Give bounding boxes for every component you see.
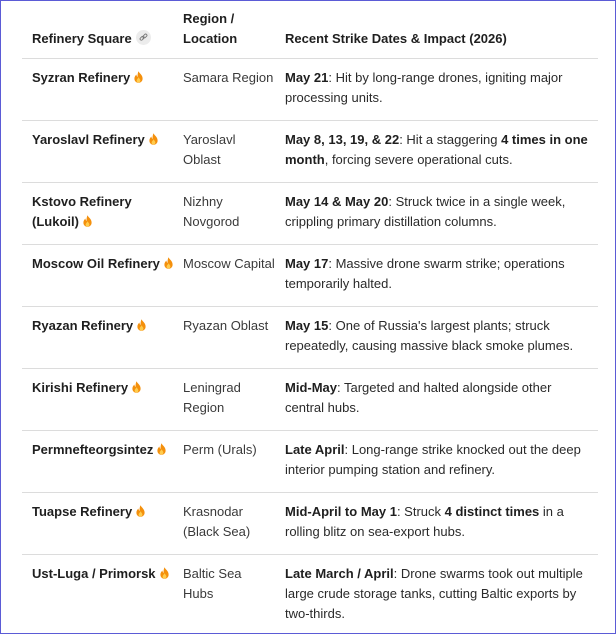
header-refinery	[22, 1, 173, 59]
impact-cell	[275, 121, 598, 183]
strike-date: Mid-May	[285, 380, 337, 395]
impact-cell	[275, 59, 598, 121]
fire-icon	[137, 319, 146, 331]
impact-cell	[275, 431, 598, 493]
table-row	[22, 431, 598, 493]
table-row	[22, 493, 598, 555]
table-row	[22, 369, 598, 431]
impact-highlight: 4 distinct times	[444, 504, 540, 519]
table-row	[22, 555, 598, 625]
impact-cell	[275, 369, 598, 431]
region-text: Nizhny Novgorod	[173, 183, 275, 245]
impact-text: : Targeted and halted alongside other central hubs.	[285, 380, 552, 415]
region-text: Moscow Capital	[173, 245, 275, 307]
table-row	[22, 245, 598, 307]
strike-date: Late April	[285, 442, 345, 457]
refinery-cell	[22, 245, 173, 307]
region-text: Baltic Sea Hubs	[173, 555, 275, 625]
header-refinery-label: Refinery Square	[32, 31, 132, 46]
fire-icon	[83, 215, 92, 227]
table-row	[22, 121, 598, 183]
impact-text: : Hit a staggering	[399, 132, 502, 147]
region-text: Perm (Urals)	[173, 431, 275, 493]
impact-text: : Drone swarms took out multiple large crude storage tanks, cutting Baltic exports by two-thirds.	[285, 566, 583, 621]
refinery-name: Syzran Refinery	[32, 70, 131, 85]
refinery-cell	[22, 431, 173, 493]
refinery-name: Moscow Oil Refinery	[32, 256, 160, 271]
impact-text: : Long-range strike knocked out the deep interior pumping station and refinery.	[285, 442, 581, 477]
fire-icon	[132, 381, 141, 393]
table-row	[22, 59, 598, 121]
fire-icon	[136, 505, 145, 517]
impact-highlight: 4 times in one month	[285, 132, 588, 167]
strike-date: May 15	[285, 318, 329, 333]
impact-text: : One of Russia's largest plants; struck repeatedly, causing massive black smoke plumes.	[285, 318, 574, 353]
refinery-name: Yaroslavl Refinery	[32, 132, 145, 147]
region-text: Samara Region	[173, 59, 275, 121]
region-text: Ryazan Oblast	[173, 307, 275, 369]
refinery-cell	[22, 369, 173, 431]
impact-text: : Struck	[396, 504, 445, 519]
fire-icon	[149, 133, 158, 145]
table-row	[22, 183, 598, 245]
strike-date: Late March / April	[285, 566, 394, 581]
refinery-cell	[22, 555, 173, 625]
fire-icon	[160, 567, 169, 579]
refinery-cell	[22, 183, 173, 245]
table-row	[22, 307, 598, 369]
region-text: Leningrad Region	[173, 369, 275, 431]
header-impact: Recent Strike Dates & Impact (2026)	[285, 31, 507, 46]
header-region: Region / Location	[183, 11, 238, 46]
refinery-cell	[22, 59, 173, 121]
region-text: Yaroslavl Oblast	[173, 121, 275, 183]
impact-text: : Struck twice in a single week, crippling primary distillation columns.	[285, 194, 566, 229]
impact-text: , forcing severe operational cuts.	[324, 152, 513, 167]
fire-icon	[157, 443, 166, 455]
impact-cell	[275, 493, 598, 555]
impact-cell	[275, 183, 598, 245]
refinery-cell	[22, 493, 173, 555]
strike-date: May 8, 13, 19, & 22	[285, 132, 400, 147]
impact-text: : Hit by long-range drones, igniting major processing units.	[285, 70, 563, 105]
impact-cell	[275, 307, 598, 369]
strike-date: May 21	[285, 70, 329, 85]
impact-text: in a rolling blitz on sea-export hubs.	[285, 504, 564, 539]
impact-text: : Massive drone swarm strike; operations temporarily halted.	[285, 256, 565, 291]
refinery-cell	[22, 121, 173, 183]
fire-icon	[134, 71, 143, 83]
refinery-name: Permnefteorgsintez	[32, 442, 154, 457]
strike-date: Mid-April to May 1	[285, 504, 397, 519]
fire-icon	[164, 257, 173, 269]
region-text: Krasnodar (Black Sea)	[173, 493, 275, 555]
refinery-name: Tuapse Refinery	[32, 504, 133, 519]
impact-cell	[275, 555, 598, 625]
impact-cell	[275, 245, 598, 307]
header-row	[22, 1, 598, 59]
strike-date: May 17	[285, 256, 329, 271]
link-icon[interactable]	[136, 30, 151, 45]
refinery-name: Ryazan Refinery	[32, 318, 134, 333]
refinery-strike-table	[22, 1, 598, 624]
strike-date: May 14 & May 20	[285, 194, 389, 209]
refinery-name: Kirishi Refinery	[32, 380, 129, 395]
refinery-cell	[22, 307, 173, 369]
refinery-name: Kstovo Refinery (Lukoil)	[32, 194, 132, 229]
refinery-name: Ust-Luga / Primorsk	[32, 566, 156, 581]
